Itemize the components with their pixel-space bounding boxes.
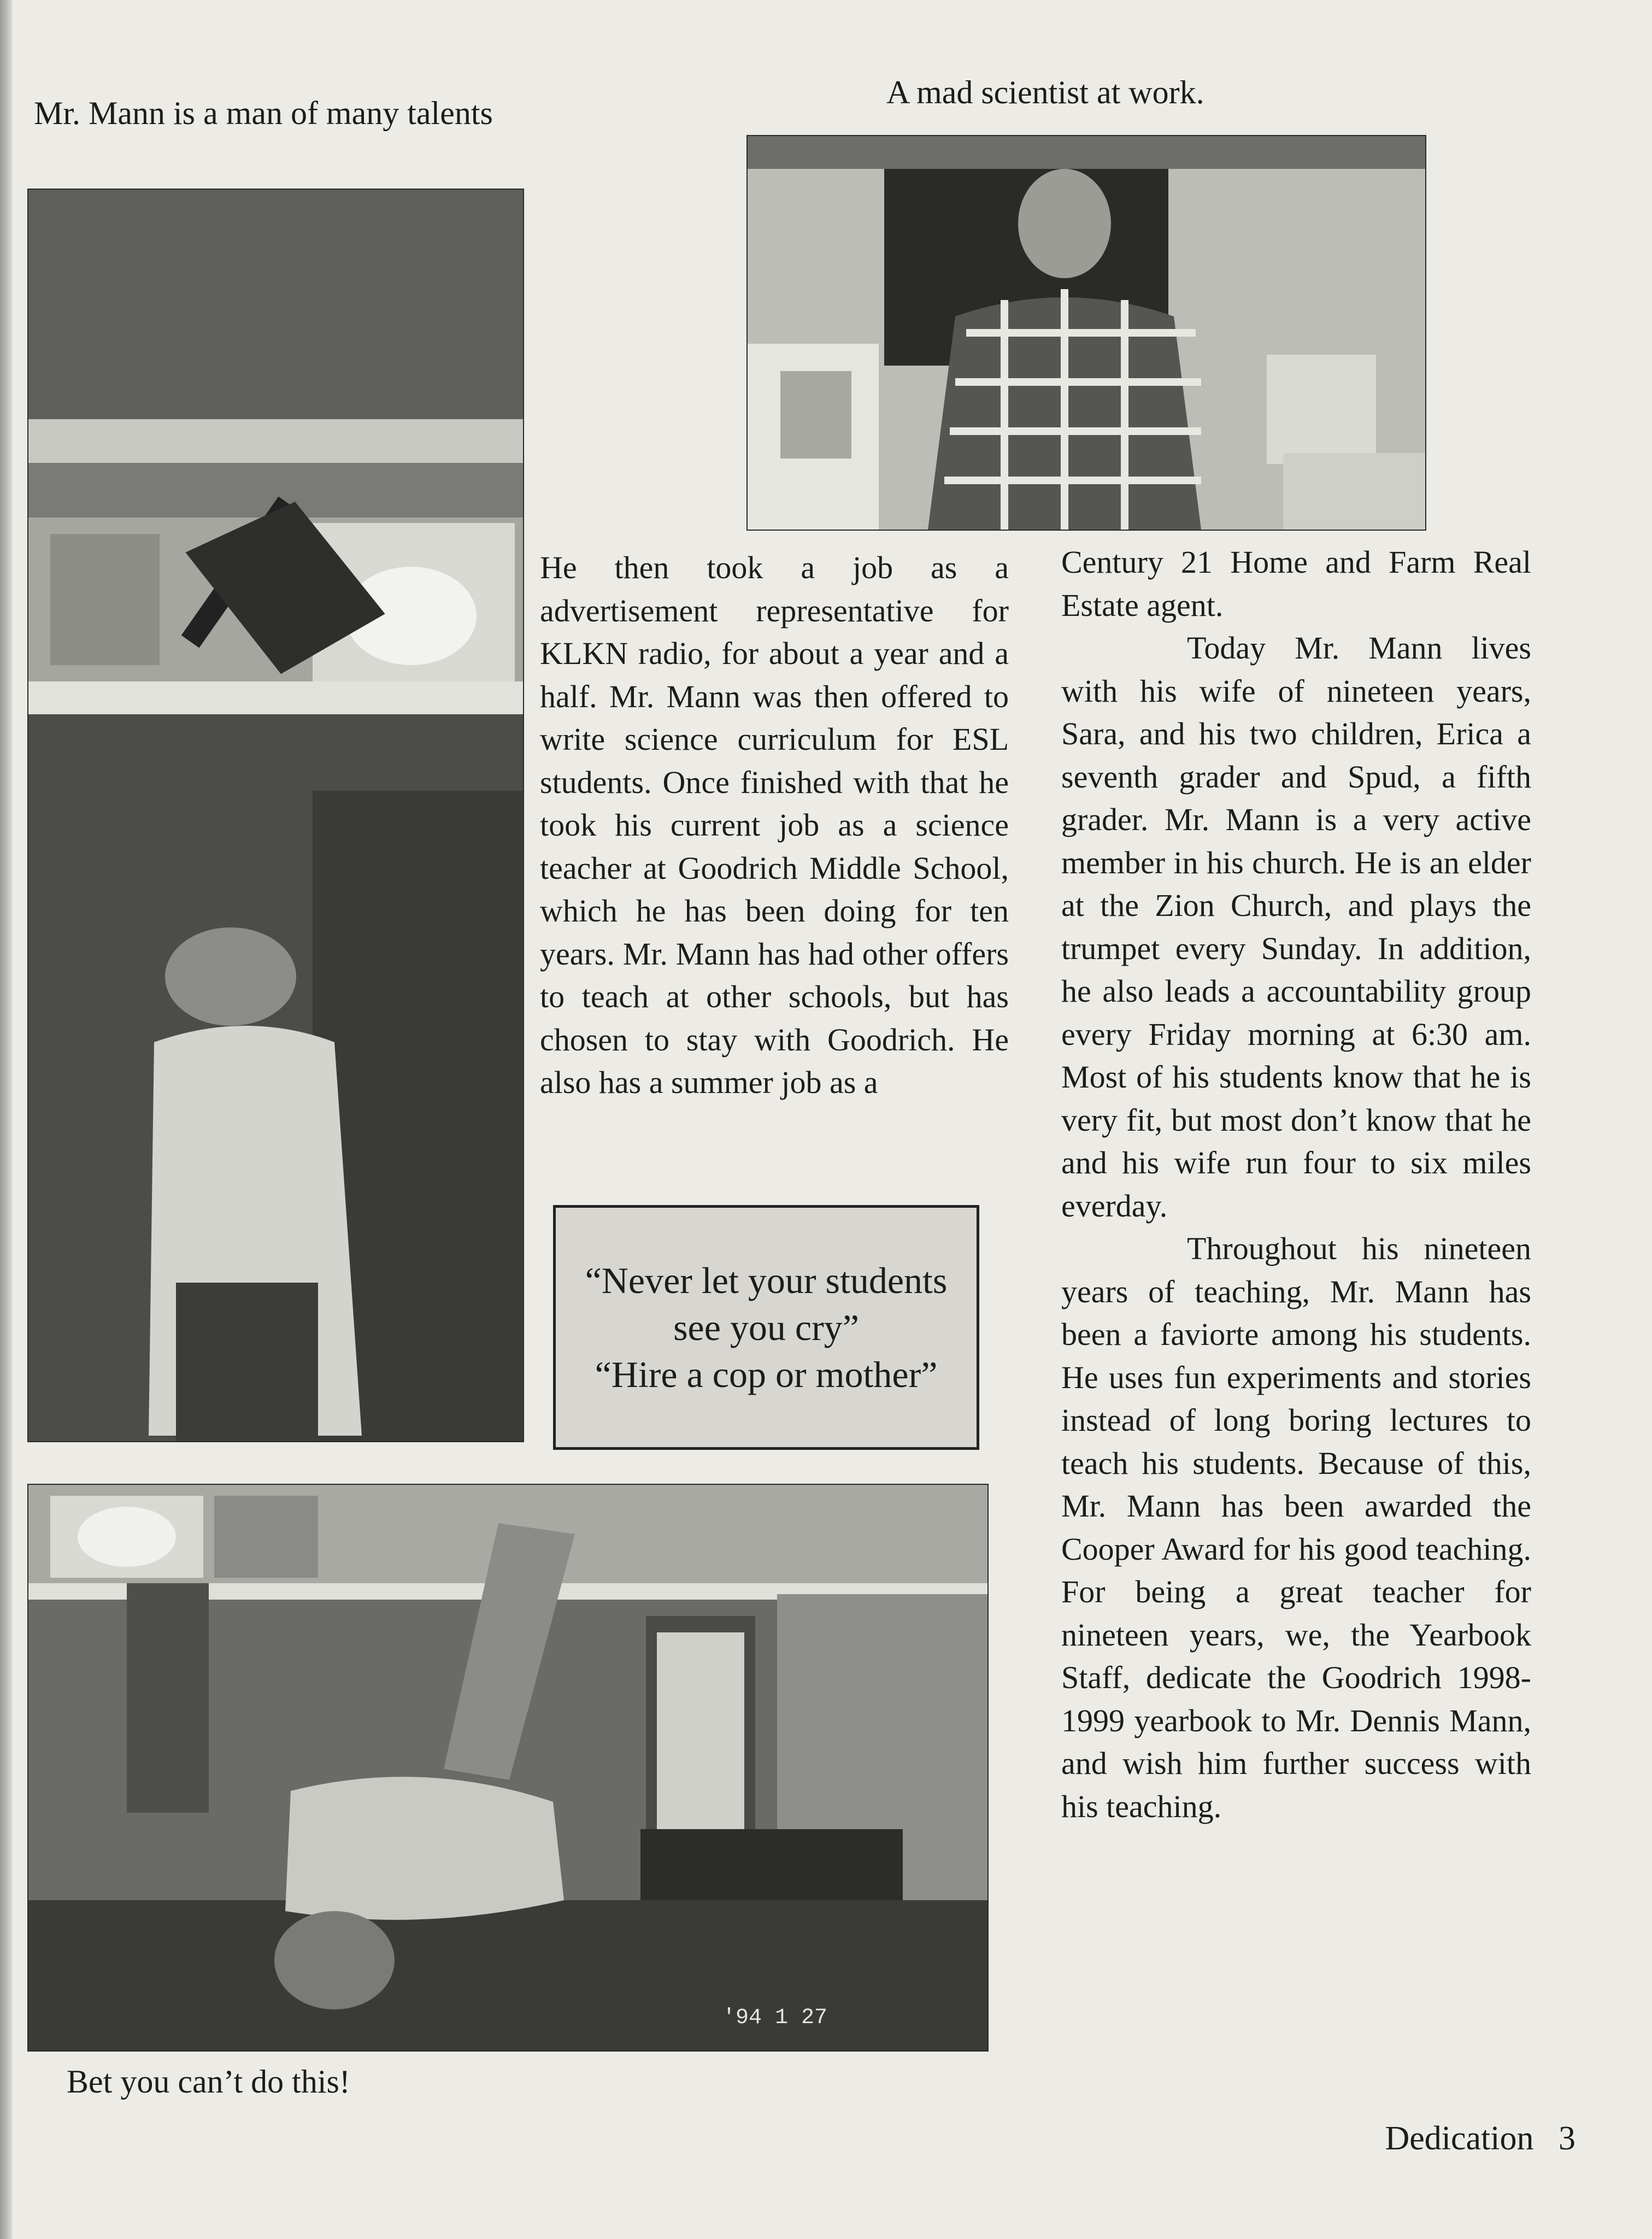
article-paragraph-2: Today Mr. Mann lives with his wife of nineteen years, Sara, and his two children, Erica a seventh grader and Spud, a fifth grader. Mr. Mann is a very active member in his church. He is an elder at the Zion Church, and plays the trumpet every Sunday. In addition, he also leads a accountability group every Friday morning at 6:30 am. Most of his students know that he is very fit, but most don’t know that he and his wife run four to six miles everday.: [1061, 630, 1531, 1224]
footer-page-number: 3: [1559, 2120, 1575, 2157]
footer-section-title: Dedication: [1385, 2120, 1534, 2157]
article-paragraph-3: Throughout his nineteen years of teaching, Mr. Mann has been a faviorte among his students. He uses fun experiments and stories instead of long boring lectures to teach his students. Because of this, Mr. Mann has been awarded the Cooper Award for his good teaching. For being a great teacher for nineteen years, we, the Yearbook Staff, dedicate the Goodrich 1998-1999 yearbook to Mr. Dennis Mann, and wish him further success with his teaching.: [1061, 1231, 1531, 1824]
caption-man-of-many-talents: Mr. Mann is a man of many talents: [34, 95, 493, 131]
page-footer: [1385, 2119, 1575, 2158]
caption-mad-scientist: A mad scientist at work.: [886, 74, 1204, 110]
photo-handstand: [27, 1484, 989, 2052]
quote-line-1: “Never let your students see you cry”: [585, 1260, 948, 1348]
photo-date-stamp: '94 1 27: [722, 2006, 828, 2030]
article-paragraph-1: Century 21 Home and Farm Real Estate agent.: [1061, 544, 1531, 623]
page-edge: [0, 0, 12, 2239]
article-column-left: [540, 546, 1009, 1104]
photo-chair-balance-image: [28, 190, 523, 1441]
photo-lab-portrait: [746, 135, 1426, 531]
quote-box: [553, 1205, 979, 1450]
photo-lab-portrait-image: [748, 136, 1425, 530]
article-column-right: [1061, 541, 1531, 1828]
caption-bet-you-cant: Bet you can’t do this!: [67, 2064, 350, 2100]
photo-chair-balance: [27, 189, 524, 1442]
quote-line-2: “Hire a cop or mother”: [595, 1354, 938, 1395]
photo-handstand-image: [28, 1485, 987, 2050]
article-paragraph: He then took a job as a advertisement representative for KLKN radio, for about a year and a half. Mr. Mann was then offered to write science curriculum for ESL students. Once finished with that he took his current job as a science teacher at Goodrich Middle School, which he has been doing for ten years. Mr. Mann has had other offers to teach at other schools, but has chosen to stay with Goodrich. He also has a summer job as a: [540, 550, 1009, 1100]
